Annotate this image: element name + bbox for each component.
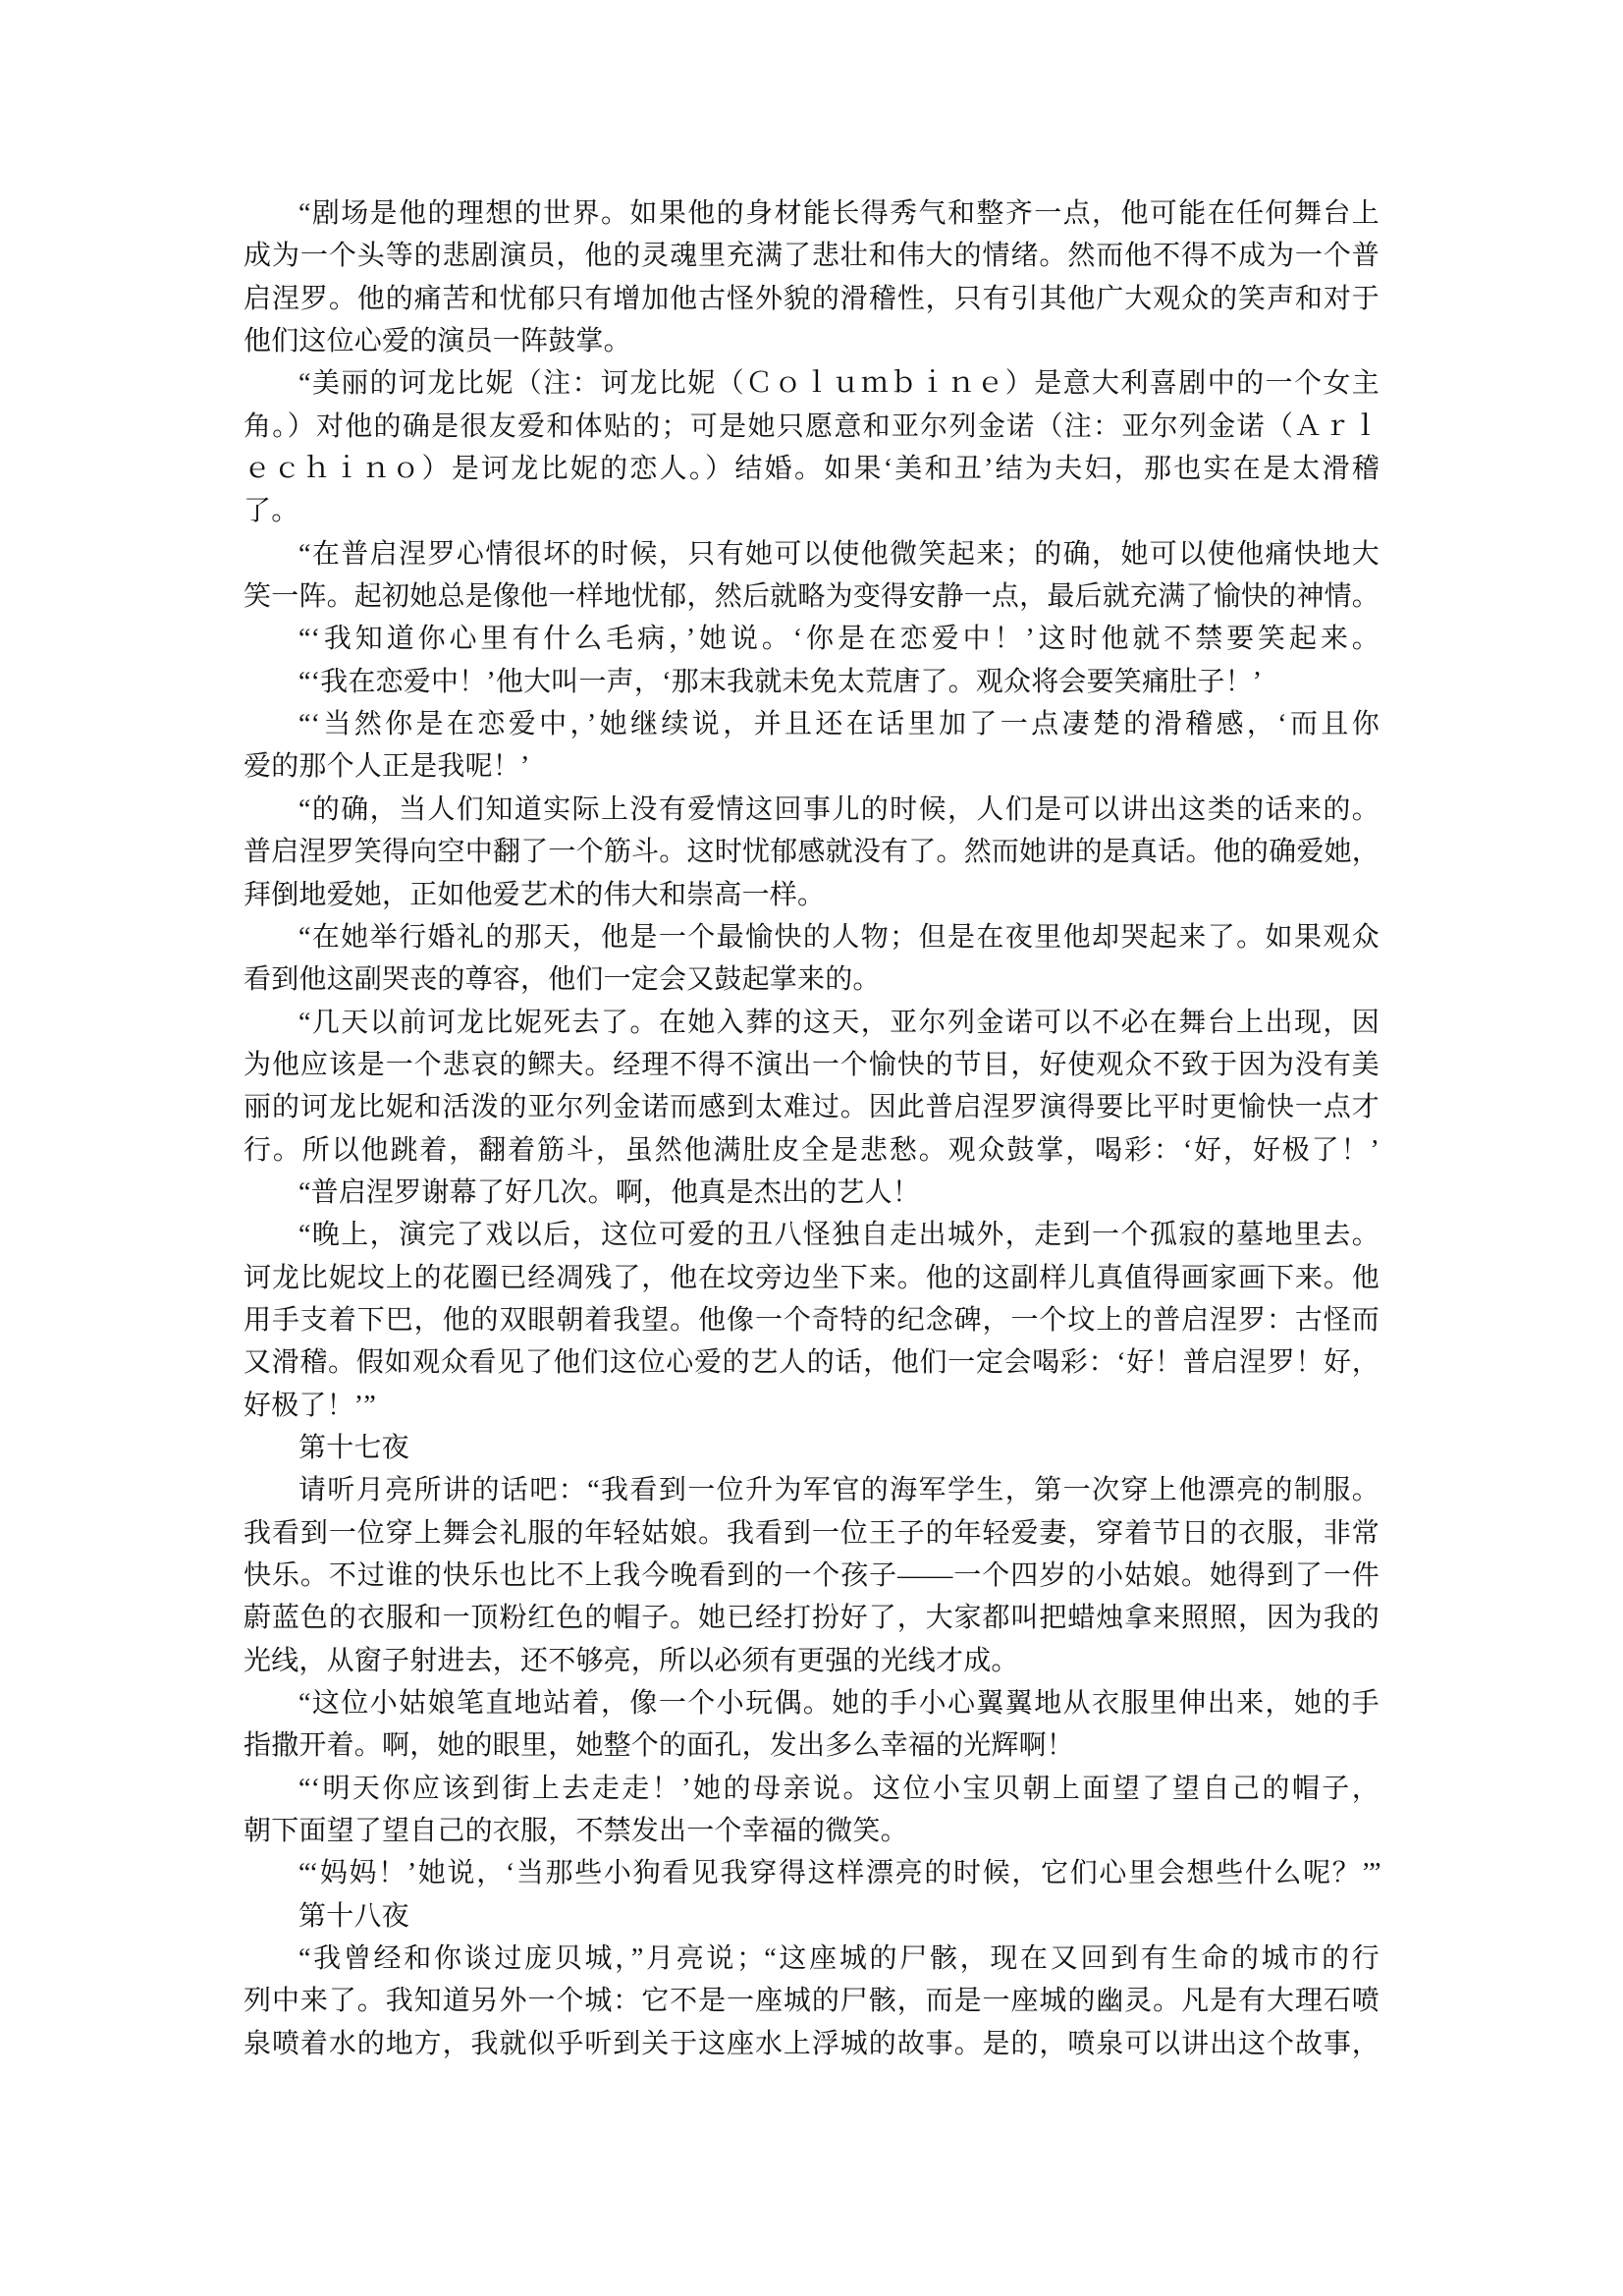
text-line: 角。）对他的确是很友爱和体贴的；可是她只愿意和亚尔列金诺（注：亚尔列金诺（Ａｒｌ xyxy=(243,410,1380,442)
text-line: 又滑稽。假如观众看见了他们这位心爱的艺人的话，他们一定会喝彩：‘好！普启涅罗！好， xyxy=(243,1347,1380,1379)
text-line: “剧场是他的理想的世界。如果他的身材能长得秀气和整齐一点，他可能在任何舞台上 xyxy=(298,198,1380,229)
text-line: 光线，从窗子射进去，还不够亮，所以必须有更强的光线才成。 xyxy=(243,1645,1019,1676)
text-line: 行。所以他跳着，翻着筋斗，虽然他满肚皮全是悲愁。观众鼓掌，喝彩：‘好，好极了！’ xyxy=(243,1134,1380,1166)
text-line: 为他应该是一个悲哀的鳏夫。经理不得不演出一个愉快的节目，好使观众不致于因为没有美 xyxy=(243,1049,1380,1080)
text-line: 快乐。不过谁的快乐也比不上我今晚看到的一个孩子——一个四岁的小姑娘。她得到了一件 xyxy=(243,1560,1380,1591)
text-line: “晚上，演完了戏以后，这位可爱的丑八怪独自走出城外，走到一个孤寂的墓地里去。 xyxy=(298,1220,1380,1251)
text-line: “在普启涅罗心情很坏的时候，只有她可以使他微笑起来；的确，她可以使他痛快地大 xyxy=(298,538,1380,570)
text-line: “这位小姑娘笔直地站着，像一个小玩偶。她的手小心翼翼地从衣服里伸出来，她的手 xyxy=(298,1688,1380,1720)
text-line: 朝下面望了望自己的衣服，不禁发出一个幸福的微笑。 xyxy=(243,1816,908,1847)
text-line: “我曾经和你谈过庞贝城，”月亮说；“这座城的尸骸，现在又回到有生命的城市的行 xyxy=(298,1943,1380,1975)
text-line: 请听月亮所讲的话吧：“我看到一位升为军官的海军学生，第一次穿上他漂亮的制服。 xyxy=(298,1475,1380,1506)
text-line: 蔚蓝色的衣服和一顶粉红色的帽子。她已经打扮好了，大家都叫把蜡烛拿来照照，因为我的 xyxy=(243,1603,1380,1634)
text-line: “美丽的诃龙比妮（注：诃龙比妮（Ｃｏｌｕｍｂｉｎｅ）是意大利喜剧中的一个女主 xyxy=(298,368,1380,400)
text-line: “几天以前诃龙比妮死去了。在她入葬的这天，亚尔列金诺可以不必在舞台上出现，因 xyxy=(298,1007,1380,1038)
text-line: “的确，当人们知道实际上没有爱情这回事儿的时候，人们是可以讲出这类的话来的。 xyxy=(298,793,1380,825)
text-line: “‘我在恋爱中！’他大叫一声，‘那末我就未免太荒唐了。观众将会要笑痛肚子！’ xyxy=(298,666,1263,697)
chapter-heading: 第十七夜 xyxy=(298,1432,409,1463)
text-line: 列中来了。我知道另外一个城：它不是一座城的尸骸，而是一座城的幽灵。凡是有大理石喷 xyxy=(243,1986,1380,2017)
text-line: 普启涅罗笑得向空中翻了一个筋斗。这时忧郁感就没有了。然而她讲的是真话。他的确爱她， xyxy=(243,837,1380,868)
text-line: 启涅罗。他的痛苦和忧郁只有增加他古怪外貌的滑稽性，只有引其他广大观众的笑声和对于 xyxy=(243,283,1380,314)
text-line: 成为一个头等的悲剧演员，他的灵魂里充满了悲壮和伟大的情绪。然而他不得不成为一个普 xyxy=(243,241,1380,272)
text-line: “‘我知道你心里有什么毛病，’她说。‘你是在恋爱中！’这时他就不禁要笑起来。 xyxy=(298,624,1380,655)
text-line: “‘妈妈！’她说，‘当那些小狗看见我穿得这样漂亮的时候，它们心里会想些什么呢？’” xyxy=(298,1858,1380,1889)
text-line: 好极了！’” xyxy=(243,1390,376,1421)
text-line: 拜倒地爱她，正如他爱艺术的伟大和崇高一样。 xyxy=(243,879,826,910)
chapter-heading: 第十八夜 xyxy=(298,1900,409,1932)
text-line: 爱的那个人正是我呢！’ xyxy=(243,751,530,783)
text-line: 我看到一位穿上舞会礼服的年轻姑娘。我看到一位王子的年轻爱妻，穿着节日的衣服，非常 xyxy=(243,1517,1380,1549)
text-line: 指撒开着。啊，她的眼里，她整个的面孔，发出多么幸福的光辉啊！ xyxy=(243,1730,1075,1762)
text-line: 泉喷着水的地方，我就似乎听到关于这座水上浮城的故事。是的，喷泉可以讲出这个故事， xyxy=(243,2028,1380,2059)
text-line: “在她举行婚礼的那天，他是一个最愉快的人物；但是在夜里他却哭起来了。如果观众 xyxy=(298,921,1380,953)
text-line: 笑一阵。起初她总是像他一样地忧郁，然后就略为变得安静一点，最后就充满了愉快的神情。 xyxy=(243,581,1380,613)
text-line: 丽的诃龙比妮和活泼的亚尔列金诺而感到太难过。因此普启涅罗演得要比平时更愉快一点才 xyxy=(243,1092,1380,1123)
text-line: “‘当然你是在恋爱中，’她继续说，并且还在话里加了一点凄楚的滑稽感，‘而且你 xyxy=(298,709,1380,740)
text-block xyxy=(243,192,1380,2065)
text-line: ｅｃｈｉｎｏ）是诃龙比妮的恋人。）结婚。如果‘美和丑’结为夫妇，那也实在是太滑稽 xyxy=(243,454,1380,485)
text-line: 诃龙比妮坟上的花圈已经凋残了，他在坟旁边坐下来。他的这副样儿真值得画家画下来。他 xyxy=(243,1262,1380,1293)
text-line: 用手支着下巴，他的双眼朝着我望。他像一个奇特的纪念碑，一个坟上的普启涅罗：古怪而 xyxy=(243,1304,1380,1336)
text-line: 了。 xyxy=(243,496,299,527)
text-line: “普启涅罗谢幕了好几次。啊，他真是杰出的艺人！ xyxy=(298,1176,921,1208)
text-line: 他们这位心爱的演员一阵鼓掌。 xyxy=(243,326,631,357)
text-line: 看到他这副哭丧的尊容，他们一定会又鼓起掌来的。 xyxy=(243,964,881,996)
text-line: “‘明天你应该到街上去走走！’她的母亲说。这位小宝贝朝上面望了望自己的帽子， xyxy=(298,1773,1380,1804)
